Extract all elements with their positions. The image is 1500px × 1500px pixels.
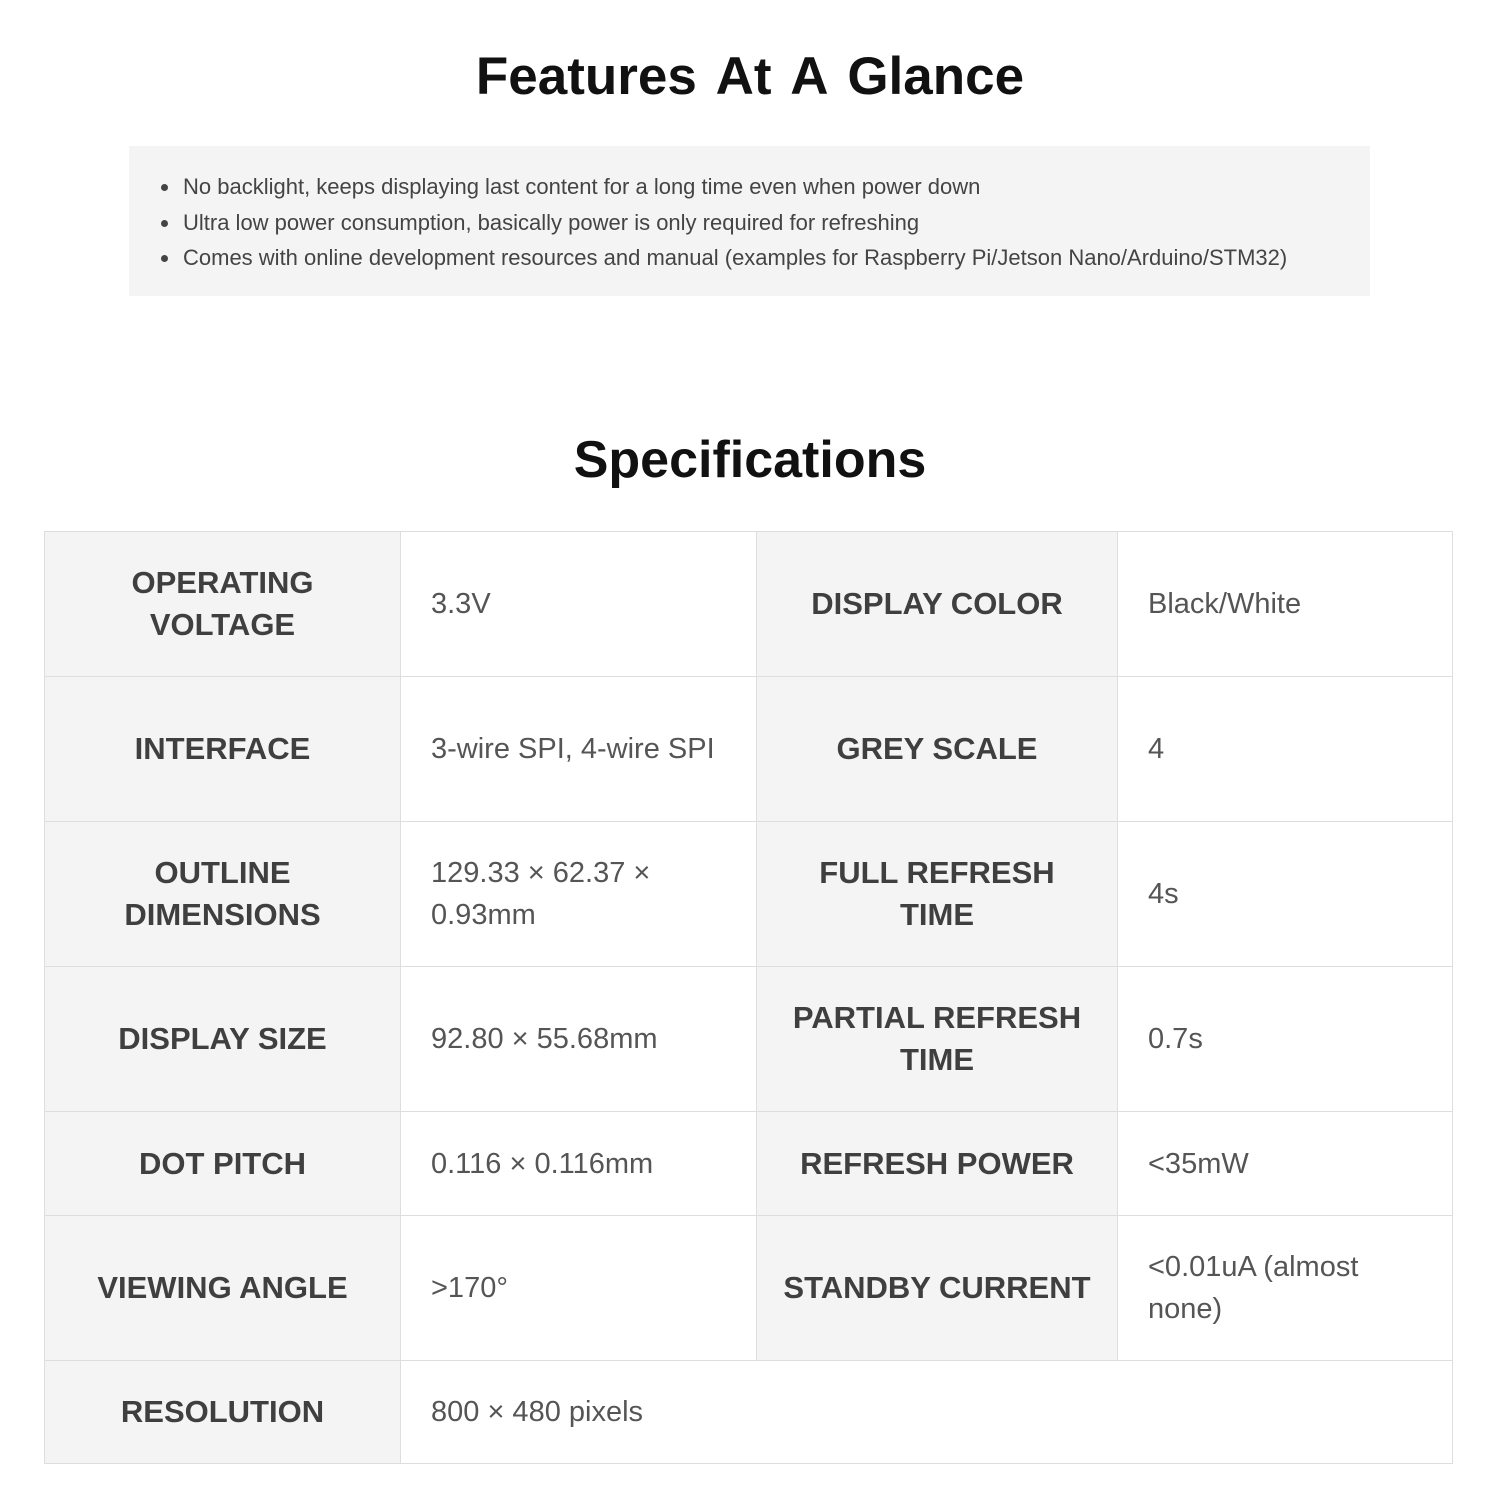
spec-label: RESOLUTION <box>45 1361 401 1464</box>
spec-value: <0.01uA (almost none) <box>1118 1216 1453 1361</box>
specifications-table <box>44 531 1453 1464</box>
table-row <box>45 822 1453 967</box>
spec-label: PARTIAL REFRESH TIME <box>757 967 1118 1112</box>
features-list <box>129 169 1370 276</box>
table-row <box>45 1112 1453 1216</box>
spec-label: STANDBY CURRENT <box>757 1216 1118 1361</box>
spec-value: 129.33 × 62.37 × 0.93mm <box>401 822 757 967</box>
table-row <box>45 967 1453 1112</box>
spec-label: OPERATING VOLTAGE <box>45 532 401 677</box>
spec-value: 0.116 × 0.116mm <box>401 1112 757 1216</box>
spec-value: <35mW <box>1118 1112 1453 1216</box>
feature-item <box>129 240 1370 276</box>
table-row <box>45 677 1453 822</box>
features-title: Features At A Glance <box>475 47 1025 106</box>
spec-value: 0.7s <box>1118 967 1453 1112</box>
spec-value: 3.3V <box>401 532 757 677</box>
bullet-icon <box>161 220 168 227</box>
spec-value: >170° <box>401 1216 757 1361</box>
spec-label: FULL REFRESH TIME <box>757 822 1118 967</box>
table-row <box>45 1361 1453 1464</box>
spec-value: 800 × 480 pixels <box>401 1361 1453 1464</box>
spec-value: 92.80 × 55.68mm <box>401 967 757 1112</box>
feature-item <box>129 169 1370 205</box>
table-row <box>45 532 1453 677</box>
spec-label: REFRESH POWER <box>757 1112 1118 1216</box>
spec-label: DOT PITCH <box>45 1112 401 1216</box>
table-row <box>45 1216 1453 1361</box>
features-box <box>129 146 1370 296</box>
spec-value: 3-wire SPI, 4-wire SPI <box>401 677 757 822</box>
bullet-icon <box>161 184 168 191</box>
specifications-title: Specifications <box>573 431 927 489</box>
spec-label: INTERFACE <box>45 677 401 822</box>
bullet-icon <box>161 255 168 262</box>
spec-value: 4 <box>1118 677 1453 822</box>
spec-value: 4s <box>1118 822 1453 967</box>
spec-label: DISPLAY SIZE <box>45 967 401 1112</box>
spec-value: Black/White <box>1118 532 1453 677</box>
spec-label: OUTLINE DIMENSIONS <box>45 822 401 967</box>
spec-label: GREY SCALE <box>757 677 1118 822</box>
spec-label: DISPLAY COLOR <box>757 532 1118 677</box>
feature-text: No backlight, keeps displaying last content for a long time even when power down <box>183 174 981 199</box>
feature-text: Comes with online development resources and manual (examples for Raspberry Pi/Jetson Nano/Arduino/STM32) <box>183 245 1288 270</box>
feature-text: Ultra low power consumption, basically power is only required for refreshing <box>183 209 920 235</box>
feature-item <box>129 205 1370 241</box>
spec-label: VIEWING ANGLE <box>45 1216 401 1361</box>
